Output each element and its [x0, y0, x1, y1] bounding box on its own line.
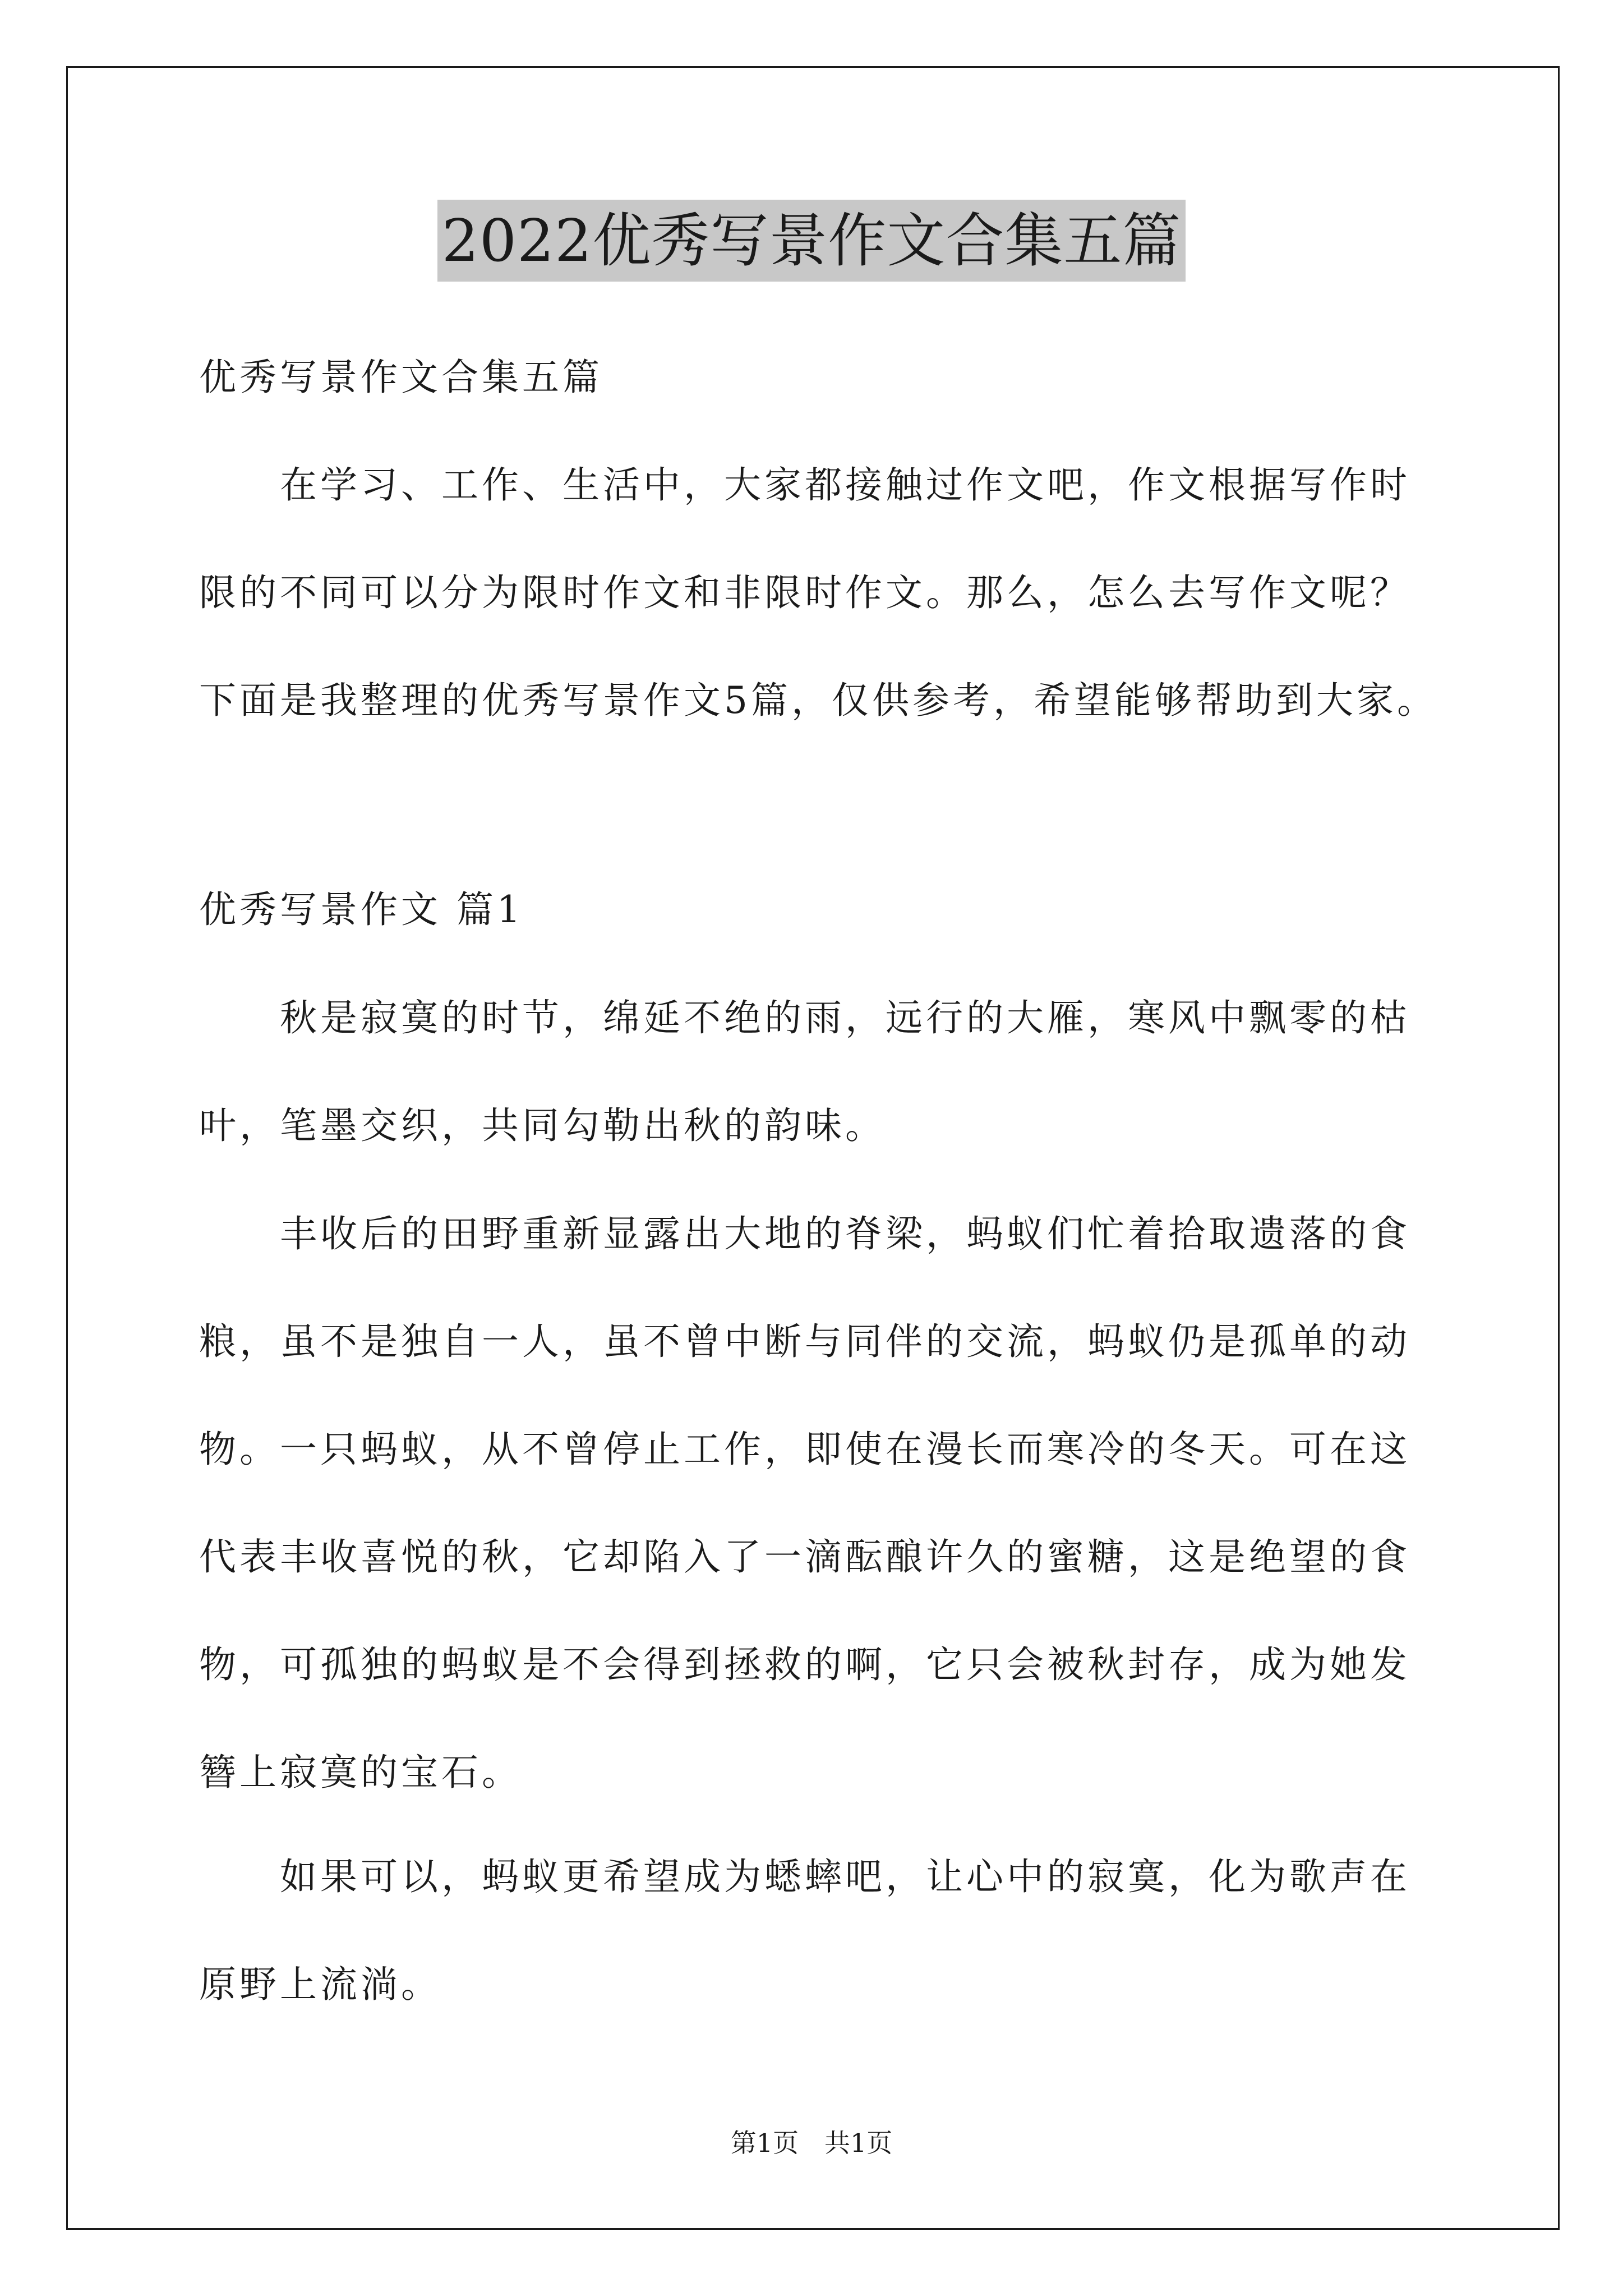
section-heading-block — [199, 887, 1433, 932]
paragraph-line: 簪上寂寞的宝石。 — [199, 1751, 522, 1794]
paragraph-line: 粮，虽不是独自一人，虽不曾中断与同伴的交流，蚂蚁仍是孤单的动 — [199, 1320, 1410, 1363]
document-subtitle: 优秀写景作文合集五篇 — [199, 356, 603, 399]
paragraph-line: 叶，笔墨交织，共同勾勒出秋的韵味。 — [199, 1104, 886, 1147]
subtitle-block — [199, 355, 1433, 400]
paragraph-line: 如果可以，蚂蚁更希望成为蟋蟀吧，让心中的寂寞，化为歌声在 — [199, 1855, 1410, 1898]
paragraph-line: 代表丰收喜悦的秋，它却陷入了一滴酝酿许久的蜜糖，这是绝望的食 — [199, 1535, 1410, 1579]
intro-line: 在学习、工作、生活中，大家都接触过作文吧，作文根据写作时 — [199, 463, 1410, 507]
intro-line: 下面是我整理的优秀写景作文5篇，仅供参考，希望能够帮助到大家。 — [199, 679, 1437, 722]
document-title: 2022优秀写景作文合集五篇 — [437, 200, 1186, 282]
paragraph-2 — [199, 1212, 1433, 1795]
paragraph-3 — [199, 1855, 1433, 2007]
paragraph-line: 物，可孤独的蚂蚁是不会得到拯救的啊，它只会被秋封存，成为她发 — [199, 1643, 1410, 1686]
intro-line: 限的不同可以分为限时作文和非限时作文。那么，怎么去写作文呢？ — [199, 571, 1410, 614]
paragraph-line: 秋是寂寞的时节，绵延不绝的雨，远行的大雁，寒风中飘零的枯 — [199, 996, 1410, 1039]
paragraph-1 — [199, 996, 1433, 1148]
paragraph-line: 原野上流淌。 — [199, 1963, 441, 2006]
section-heading: 优秀写景作文 篇1 — [199, 888, 524, 931]
title-container — [0, 200, 1623, 282]
page-footer: 第1页 共1页 — [730, 2128, 893, 2158]
intro-paragraph — [199, 463, 1437, 723]
paragraph-line: 物。一只蚂蚁，从不曾停止工作，即使在漫长而寒冷的冬天。可在这 — [199, 1428, 1410, 1471]
paragraph-line: 丰收后的田野重新显露出大地的脊梁，蚂蚁们忙着拾取遗落的食 — [199, 1212, 1410, 1255]
